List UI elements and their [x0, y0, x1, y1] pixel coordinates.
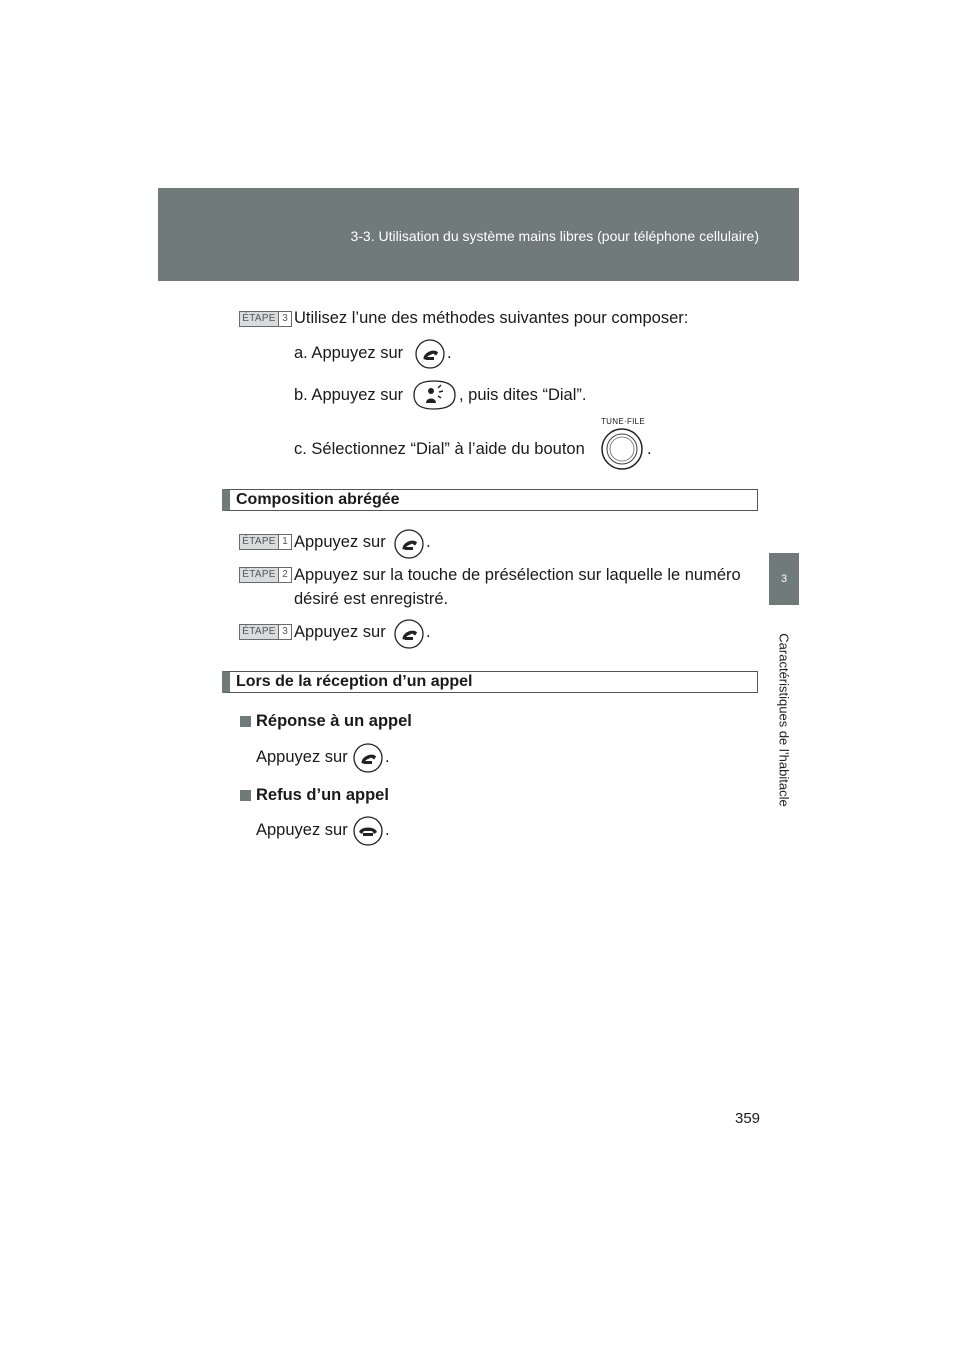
page-number: 359	[735, 1110, 761, 1127]
phone-pickup-icon	[394, 619, 424, 649]
knob-label: TUNE·FILE	[601, 417, 646, 426]
bullet-square	[240, 790, 251, 801]
tune-file-knob-icon	[601, 428, 643, 470]
answer-title: Réponse à un appel	[256, 712, 412, 730]
phone-pickup-icon	[353, 743, 383, 773]
incoming-call-heading: Lors de la réception d’un appel	[222, 671, 758, 693]
chapter-title: Caractéristiques de l’habitacle	[776, 633, 792, 807]
reject-title: Refus d’un appel	[256, 786, 389, 804]
step-tag: ÉTAPE 1	[239, 534, 292, 550]
option-a-text: a. Appuyez sur	[294, 344, 404, 362]
voice-talk-icon	[411, 379, 458, 411]
step-tag: ÉTAPE 3	[239, 624, 292, 640]
speed-dial-heading: Composition abrégée	[222, 489, 758, 511]
chapter-tab: 3	[769, 553, 799, 605]
option-c-text: c. Sélectionnez “Dial” à l’aide du bouton	[294, 440, 585, 458]
header-bar	[158, 188, 799, 281]
phone-pickup-icon	[415, 339, 445, 369]
step-tag: ÉTAPE 3	[239, 311, 292, 327]
section-title: 3-3. Utilisation du système mains libres (pour téléphone cellulaire)	[350, 228, 759, 244]
phone-hangup-icon	[353, 816, 383, 846]
bullet-square	[240, 716, 251, 727]
dial-step-text: Utilisez l’une des méthodes suivantes pour composer:	[294, 309, 689, 327]
phone-pickup-icon	[394, 529, 424, 559]
option-b-text: b. Appuyez sur	[294, 386, 404, 404]
step-tag: ÉTAPE 2	[239, 567, 292, 583]
